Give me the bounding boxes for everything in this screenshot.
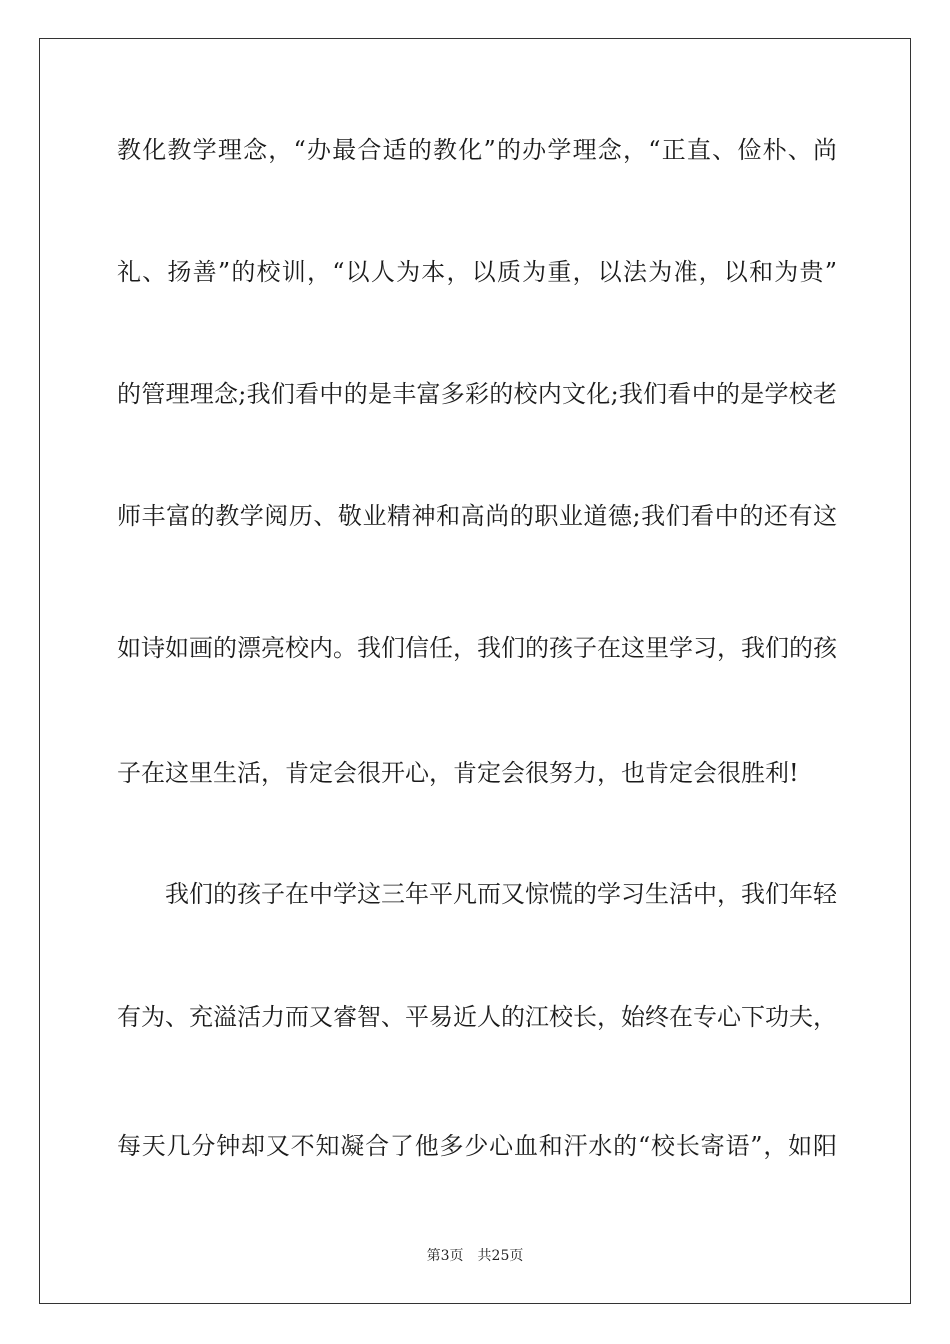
total-pages: 共25页 (477, 1248, 524, 1264)
page-frame (39, 38, 911, 1304)
page-number: 第3页 (426, 1248, 464, 1264)
text-line: 教化教学理念，“办最合适的教化”的办学理念，“正直、俭朴、尚 (117, 136, 837, 164)
text-line: 每天几分钟却又不知凝合了他多少心血和汗水的“校长寄语”，如阳 (117, 1132, 837, 1160)
text-line: 的管理理念;我们看中的是丰富多彩的校内文化;我们看中的是学校老 (117, 380, 837, 408)
text-line: 师丰富的教学阅历、敬业精神和高尚的职业道德;我们看中的还有这 (117, 502, 837, 530)
text-line: 礼、扬善”的校训，“以人为本，以质为重，以法为准，以和为贵” (117, 258, 837, 286)
page-footer (0, 1246, 950, 1266)
text-line: 有为、充溢活力而又睿智、平易近人的江校长，始终在专心下功夫， (117, 1003, 837, 1031)
text-line: 子在这里生活，肯定会很开心，肯定会很努力，也肯定会很胜利! (117, 759, 799, 787)
text-line: 如诗如画的漂亮校内。我们信任，我们的孩子在这里学习，我们的孩 (117, 634, 837, 662)
paragraph-first-line: 我们的孩子在中学这三年平凡而又惊慌的学习生活中，我们年轻 (165, 880, 837, 908)
